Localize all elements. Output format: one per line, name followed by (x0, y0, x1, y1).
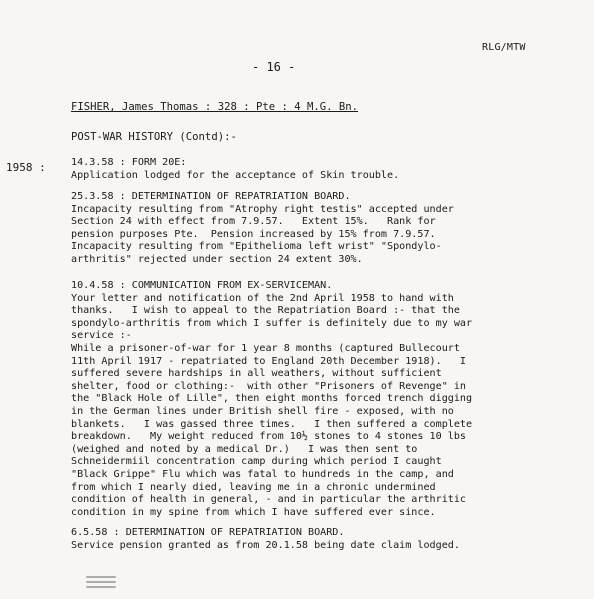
entry-title: 14.3.58 : FORM 20E: (71, 157, 187, 168)
entry-line: thanks. I wish to appeal to the Repatriation Board :- that the (71, 305, 460, 317)
entry-line: Your letter and notification of the 2nd April 1958 to hand with (71, 292, 454, 304)
entry-line: suffered severe hardships in all weathers, without sufficient (71, 368, 442, 380)
entry-title: 6.5.58 : DETERMINATION OF REPATRIATION BOARD. (71, 527, 345, 538)
entry-line: Section 24 with effect from 7.9.57. Extent 15%. Rank for (71, 216, 436, 228)
history-entry (71, 157, 399, 182)
entry-line: condition in my spine from which I have suffered ever since. (71, 506, 436, 518)
entry-line: pension purposes Pte. Pension increased by 15% from 7.9.57. (71, 228, 436, 240)
entry-line: While a prisoner-of-war for 1 year 8 months (captured Bullecourt (71, 342, 460, 354)
year-marker: 1958 : (6, 161, 46, 174)
entry-line: the "Black Hole of Lille", then eight months forced trench digging (71, 393, 473, 405)
section-subheading: POST-WAR HISTORY (Contd):- (71, 131, 237, 143)
entry-line: in the German lines under British shell fire - exposed, with no (71, 405, 454, 417)
entry-line: service :- (71, 330, 132, 342)
archive-stamp-mark (86, 573, 116, 589)
entry-line: shelter, food or clothing:- with other "Prisoners of Revenge" in (71, 380, 467, 392)
service-record-header: FISHER, James Thomas : 328 : Pte : 4 M.G. Bn. (71, 101, 359, 113)
entry-line: blankets. I was gassed three times. I then suffered a complete (71, 418, 473, 430)
entry-line: arthritis" rejected under section 24 extent 30%. (71, 253, 363, 265)
entry-line: 11th April 1917 - repatriated to England 20th December 1918). I (71, 355, 467, 367)
history-entry (71, 527, 460, 552)
entry-title: 25.3.58 : DETERMINATION OF REPATRIATION BOARD. (71, 191, 351, 202)
entry-line: Incapacity resulting from "Epithelioma left wrist" "Spondylo- (71, 241, 442, 253)
entry-line: from which I nearly died, leaving me in a chronic undermined (71, 481, 436, 493)
entry-line: "Black Grippe" Flu which was fatal to hundreds in the camp, and (71, 468, 454, 480)
history-entry (71, 280, 472, 519)
entry-title: 10.4.58 : COMMUNICATION FROM EX-SERVICEMAN. (71, 280, 333, 291)
entry-line: Schneidermiil concentration camp during which period I caught (71, 456, 442, 468)
entry-line: Incapacity resulting from "Atrophy right testis" accepted under (71, 203, 454, 215)
entry-line: (weighed and noted by a medical Dr.) I was then sent to (71, 443, 418, 455)
entry-line: condition of health in general, - and in particular the arthritic (71, 494, 467, 506)
entry-line: breakdown. My weight reduced from 10½ stones to 4 stones 10 lbs (71, 431, 467, 443)
entry-line: spondylo-arthritis from which I suffer is definitely due to my war (71, 317, 473, 329)
entry-line: Application lodged for the acceptance of Skin trouble. (71, 169, 400, 181)
history-entry (71, 191, 454, 267)
entry-line: Service pension granted as from 20.1.58 being date claim lodged. (71, 539, 460, 551)
page-number: - 16 - (252, 60, 296, 74)
reference-code: RLG/MTW (482, 42, 526, 53)
